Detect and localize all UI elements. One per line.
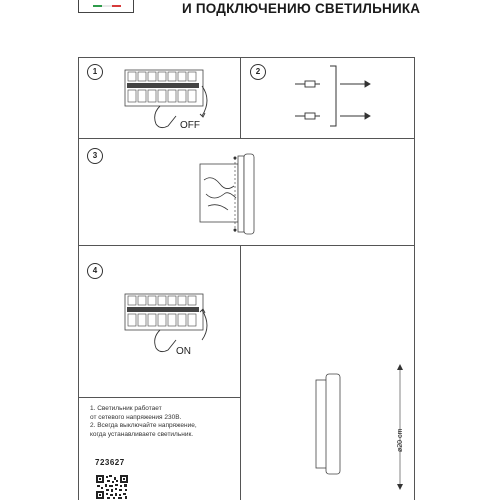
note-line-3: 2. Всегда выключайте напряжение, [90,422,197,429]
grid-top [78,57,415,58]
breaker-off-illustration [120,66,220,136]
flag-stripe [93,5,121,7]
brand-logo [78,0,134,13]
grid-right [414,57,415,500]
grid-notes-top [78,397,240,398]
grid-row1-bottom [78,138,415,139]
on-label: ON [176,346,191,357]
wiring-illustration [190,150,270,240]
grid-mid-row3 [240,245,241,500]
dimension-arrow [393,362,407,492]
grid-row2-bottom [78,245,415,246]
grid-mid-row1 [240,57,241,138]
step-number-3: 3 [87,148,103,164]
note-line-2: от сетевого напряжения 230В. [90,413,182,421]
fixture-side-view [300,370,350,480]
breaker-on-illustration [120,290,220,360]
note-line-4: когда устанавливаете светильник. [90,430,194,438]
mounting-screws-illustration [290,62,380,134]
product-code: 723627 [95,458,125,467]
off-label: OFF [180,120,200,131]
grid-left [78,57,79,500]
page-title: И ПОДКЛЮЧЕНИЮ СВЕТИЛЬНИКА [182,1,421,16]
qr-code [95,474,129,500]
dimension-label: ø20 cm [397,428,404,452]
step-number-1: 1 [87,64,103,80]
step-number-4: 4 [87,263,103,279]
note-line-1: 1. Светильник работает [90,405,162,412]
step-number-2: 2 [250,64,266,80]
instructions-notes [90,405,197,439]
